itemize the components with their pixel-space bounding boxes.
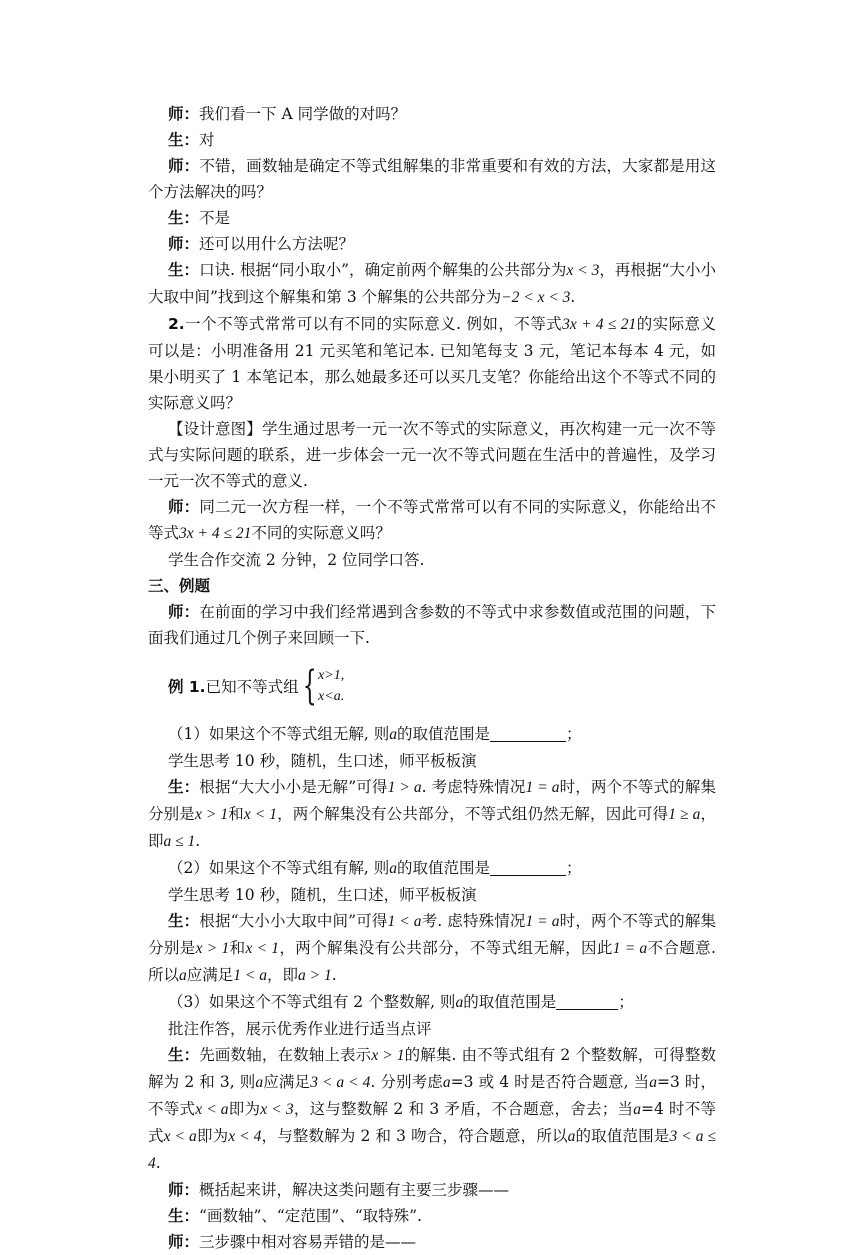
sub-question-2: （2）如果这个不等式组有解, 则a的取值范围是 ； — [168, 859, 582, 877]
section-heading: 三、例题 — [148, 577, 211, 595]
answer-1: 生：根据“大大小小是无解”可得1 > a. 考虑特殊情况1 = a时，两个不等式的解集分别是x > 1和x < 1，两个解集没有公共部分，不等式组仍然无解，因此可得1 ≥ a，即a ≤ 1. — [148, 778, 716, 850]
dialogue-line: 师：不错，画数轴是确定不等式组解集的非常重要和有效的方法，大家都是用这个方法解决的吗？ — [148, 157, 716, 201]
activity-note: 学生合作交流 2 分钟，2 位同学口答. — [168, 551, 425, 569]
inequality-system: x>1, x<a. — [318, 668, 345, 704]
dialogue-line: 生：不是 — [168, 209, 231, 227]
dialogue-line: 师：概括起来讲，解决这类问题有主要三步骤—— — [168, 1181, 510, 1199]
activity-note: 学生思考 10 秒，随机，生口述，师平板板演 — [168, 886, 477, 904]
design-intent: 【设计意图】学生通过思考一元一次不等式的实际意义，再次构建一元一次不等式与实际问题的联系，进一步体会一元一次不等式问题在生活中的普遍性，及学习一元一次不等式的意义. — [148, 420, 716, 490]
question-2: 2.一个不等式常常可以有不同的实际意义. 例如，不等式3x + 4 ≤ 21的实际意义可以是：小明准备用 21 元买笔和笔记本. 已知笔每支 3 元，笔记本每本 4 元，如果小明买了 1 本笔记本，那么她最多还可以买几支笔？你能给出这个不等式不同的实际意义吗？ — [148, 315, 716, 412]
dialogue-line: 师：还可以用什么方法呢？ — [168, 235, 355, 253]
dialogue-line: 师：在前面的学习中我们经常遇到含参数的不等式中求参数值或范围的问题，下面我们通过几个例子来回顾一下. — [148, 603, 716, 647]
answer-3: 生：先画数轴，在数轴上表示x > 1的解集. 由不等式组有 2 个整数解，可得整数解为 2 和 3, 则a应满足3 < a < 4. 分别考虑a=3 或 4 时是否符合题意, 当a=3 时，不等式x < a即为x < 3，这与整数解 2 和 3 矛盾，不合题意，舍去；当a=4 时不等式x < a即为x < 4，与整数解为 2 和 3 吻合，符合题意，所以a的取值范围是3 < a ≤ 4. — [148, 1046, 716, 1172]
dialogue-line: 师：同二元一次方程一样，一个不等式常常可以有不同的实际意义，你能给出不等式3x + 4 ≤ 21不同的实际意义吗？ — [148, 498, 716, 542]
document-body — [148, 101, 716, 1255]
answer-2: 生：根据“大小小大取中间”可得1 < a考. 虑特殊情况1 = a时，两个不等式的解集分别是x > 1和x < 1，两个解集没有公共部分，不等式组无解，因此1 = a不合题意. 所以a应满足1 < a，即a > 1. — [148, 912, 716, 984]
activity-note: 学生思考 10 秒，随机，生口述，师平板板演 — [168, 752, 477, 770]
example-1: 例 1. 已知不等式组 { x>1, x<a. — [168, 663, 345, 709]
sub-question-1: （1）如果这个不等式组无解, 则a的取值范围是 ； — [168, 725, 582, 743]
dialogue-line: 生：对 — [168, 131, 215, 149]
answer-blank[interactable] — [490, 859, 566, 876]
answer-blank[interactable] — [490, 725, 566, 742]
dialogue-line: 生：“画数轴”、“定范围”、“取特殊”. — [168, 1207, 422, 1225]
answer-blank[interactable] — [556, 993, 618, 1010]
dialogue-line: 生：口诀. 根据“同小取小”，确定前两个解集的公共部分为x < 3，再根据“大小小大取中间”找到这个解集和第 3 个解集的公共部分为−2 < x < 3. — [148, 261, 716, 306]
brace-symbol: { — [302, 663, 317, 709]
dialogue-line: 师：我们看一下 A 同学做的对吗？ — [168, 105, 407, 123]
dialogue-line: 师：三步骤中相对容易弄错的是—— — [168, 1233, 417, 1251]
sub-question-3: （3）如果这个不等式组有 2 个整数解, 则a的取值范围是 ； — [168, 993, 634, 1011]
activity-note: 批注作答，展示优秀作业进行适当点评 — [168, 1020, 432, 1038]
